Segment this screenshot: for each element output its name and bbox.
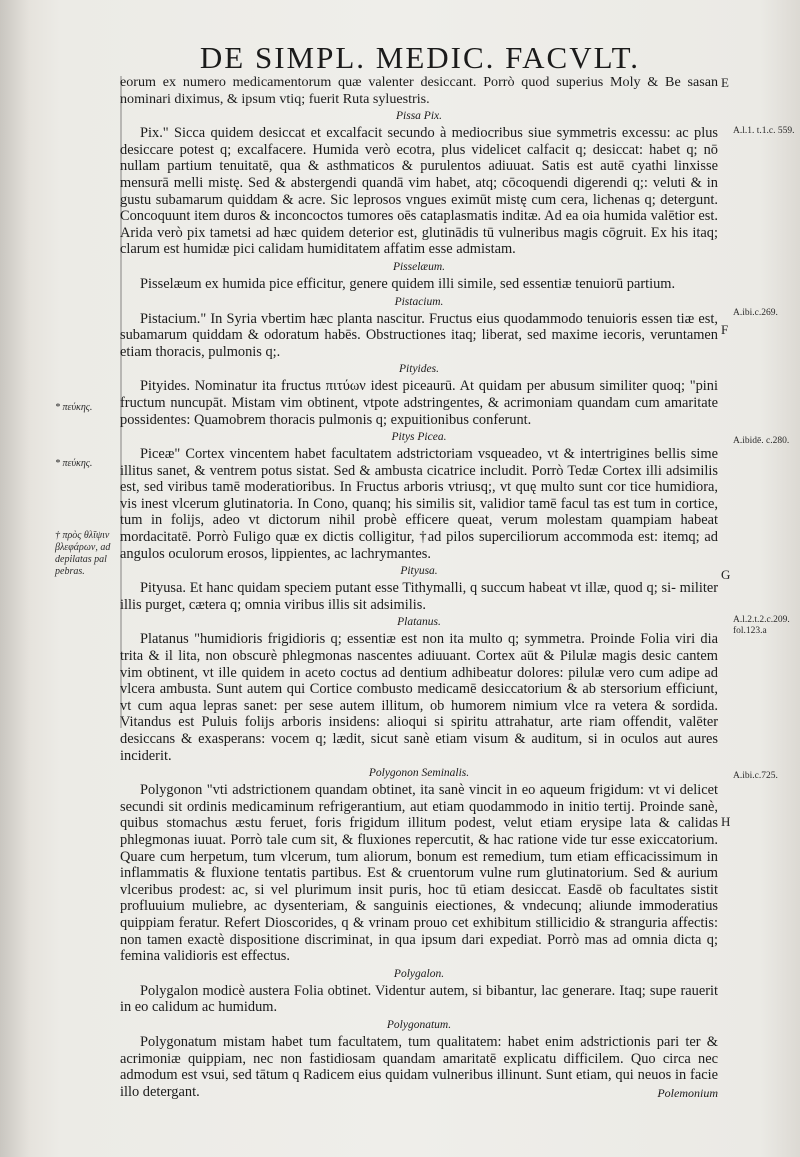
entry-heading: Polygalon. bbox=[393, 967, 445, 980]
margin-note-right: A.ibi.c.269. bbox=[733, 308, 778, 318]
paragraph: Platanus "humidioris frigidioris q; essentiæ est non ita multo q; symmetra. Proinde Folia viri dia trita & il lita, non obscurè phlegmonas nascentes adiuuant. Cortex aūt & Pilulæ magis desic cantem vim obtinent, vt ille quidem in aceto coctus ad dentium adhibeatur dolores: pilulæ vero cum adipe ad vlcera ambusta. Sunt autem qui Cortice combusto medicamē desiccatorium & ab stersorium efficiunt, vt cum aqua lepras sanet: per sese autem illitum, ob humorem nimium vlce ra vetera & sordida. Vitandus est Puluis folijs arboris insidens: alioqui si spiritu attrahatur, arte riam offendit, valēter desiccans & exasperans: vocem q; lædit, sicut sanè etiam visum & auditum, si in oculos aut aures inciderit. bbox=[120, 631, 718, 764]
paragraph: Pityides. Nominatur ita fructus πιτύων idest piceaurū. At quidam per abusum similiter quoq; "pini fructum nuncupāt. Mistam vim obtinent, vtpote adstringentes, & acrimoniam quandam cum amaritate possidentes: Quamobrem thoracis pulmonis q; expuitionibus conferunt. bbox=[120, 378, 718, 428]
main-text-column bbox=[120, 74, 718, 1100]
paragraph: Pisselæum ex humida pice efficitur, genere quidem illi simile, sed essentiæ tenuiorū partium. bbox=[140, 275, 676, 292]
margin-note-left: * πεύκης. bbox=[55, 458, 93, 469]
running-header: DE SIMPL. MEDIC. FACVLT. bbox=[199, 40, 641, 75]
paragraph: Pistacium." In Syria vbertim hæc planta nascitur. Fructus eius quodammodo tenuioris essen tiæ est, subamarum quiddam & odoratum habēs. Obstructiones itaq; liberat, sed maxime iecoris, veruntamen etiam thoracis, pulmonis q;. bbox=[120, 310, 718, 360]
entry-heading: Pitys Picea. bbox=[391, 431, 447, 444]
margin-note-left: † πρὸς θλῖψιν βλεφάρων, ad depilatas pal pebras. bbox=[55, 530, 111, 577]
section-letter: H bbox=[721, 814, 731, 829]
paragraph: Pix." Sicca quidem desiccat et excalfacit secundo à mediocribus siue symmetris excessu: ac plus desiccare potest q; excalfacere. Humida verò ecotra, plus videlicet calfacit q; desiccat: habet q; nō nullam partium tenuitatē, qua & asthmaticos & purulentos adiuuat. Satis est autē cyathi linxisse mensurā melli mistę. Sed & abstergendi quandā vim habet, atq; cōcoquendi digerendi q;: veluti & in gustu subamarum quiddam & acre. Sic leprosos vngues eximūt mistę cum cera, lichenas q; detergunt. Concoquunt item duros & inconcoctos tumores oēs cataplasmatis inditæ. Ad ea oia humida valētior est. Arida verò pix tametsi ad hæc quidem deterior est, glutinādis tū vulneribus magis cōgruit. Ex his itaq; clarum est humidæ pici calidam humiditatem affatim esse admistam. bbox=[120, 125, 718, 258]
entry-heading: Polygonon Seminalis. bbox=[368, 767, 470, 780]
margin-note-right: A.ibi.c.725. bbox=[733, 771, 778, 781]
entry-heading: Pisselæum. bbox=[392, 260, 446, 273]
section-letter: G bbox=[721, 567, 731, 582]
entry-heading: Pissa Pix. bbox=[396, 110, 442, 123]
paragraph: Pityusa. Et hanc quidam speciem putant esse Tithymalli, q succum habeat vt illæ, quod q; si- militer illis purget, cætera q; omnia viribus illis sit adsimilis. bbox=[120, 580, 718, 613]
section-letter: E bbox=[721, 75, 729, 90]
entry-heading: Platanus. bbox=[397, 616, 441, 629]
section-letter: F bbox=[721, 322, 729, 337]
margin-note-right: A.l.1. t.1.c. 559. bbox=[733, 126, 795, 136]
margin-note-right: A.l.2.t.2.c.209. fol.123.a bbox=[733, 615, 790, 636]
paragraph: Polygonatum mistam habet tum facultatem, tum qualitatem: habet enim adstrictionis pari ter & acrimoniæ quippiam, nec non fastidiosam quandam amaritatē explicatu difficilem. Quo circa nec admodum est vsui, sed tātum q Radicem eius quidam vulneribus illinunt. Sunt etiam, qui neuos in facie illo detergant. bbox=[120, 1033, 718, 1100]
paragraph: Polygonon "vti adstrictionem quandam obtinet, ita sanè vincit in eo aqueum frigidum: vt vi delicet secundi sit ordinis medicaminum refrigerantium, aut etiam quodammodo in initio tertij. Proinde sanè, quibus stomachus æstu feruet, foris frigidum illitum podest, velut etiam erysipe lata & calidas phlegmonas iuuat. Porrò tale cum sit, & fluxiones repercutit, & hac ratione vide tur esse exiccatorium. Quare cum herpetum, tum vlcerum, tum aliorum, bonum est remedium, tum etiam efficacissimum in inflammatis & fluxione tentatis partibus. Est & cruentorum vulne rum glutinatorium. Sed & aurium vlceribus prodest: ac, si vel plurimum insit puris, hoc tū etiam desiccat. Easdē ob facultates sistit profluuium muliebre, ac dysenteriam, & sanguinis eiectiones, & vndecunq; aliunde immoderatius quippiam feratur. Refert Dioscorides, q & vrinam prouo cet exhibitum stillicidio & stranguria affectis: non tamen exactè dispositione discriminat, in qua ipsum dari expediat. Porrò mas ad omnia dicta q; femina validioris est effectus. bbox=[120, 782, 718, 965]
entry-heading: Pityides. bbox=[399, 363, 439, 376]
paragraph: Piceæ" Cortex vincentem habet facultatem adstrictoriam vsqueadeo, vt & intertrigines bellis sime illitus sanet, & ventrem potus sistat. Sed & ambusta cicatrice includit. Porrò Tedæ Cortex illi adsimilis est, sed viribus tamē moderatioribus. In Fructus arboris vtriusq;, vt quę multo sunt cor tice humidiora, vis inest vlcerum glutinatoria. In Cono, quanq; his similis sit, validior tamē facul tas est tum in cortice, tum in folijs, adeo vt dictorum nihil probè efficere queat, verum molestam quampiam habeat mordacitatē. Porrò Fuligo quæ ex dictis colligitur, †ad pilos superciliorum accommoda est: itemq; ad angulos oculorum erosos, lippientes, ac lachrymantes. bbox=[120, 446, 718, 562]
margin-note-left: * πεύκης. bbox=[55, 402, 93, 413]
entry-heading: Pityusa. bbox=[400, 565, 438, 578]
margin-note-right: A.ibidē. c.280. bbox=[733, 436, 790, 446]
paragraph: Polygalon modicè austera Folia obtinet. Videntur autem, si bibantur, lac generare. Itaq; supe rauerit in eo calidum ac humidum. bbox=[120, 982, 718, 1016]
entry-heading: Polygonatum. bbox=[386, 1018, 452, 1031]
entry-heading: Pistacium. bbox=[394, 295, 444, 308]
paragraph: eorum ex numero medicamentorum quæ valenter desiccant. Porrò quod superius Moly & Be sasan nominari diximus, & ipsum vtiq; fuerit Ruta syluestris. bbox=[120, 74, 718, 107]
catchword: Polemonium bbox=[657, 1086, 718, 1100]
